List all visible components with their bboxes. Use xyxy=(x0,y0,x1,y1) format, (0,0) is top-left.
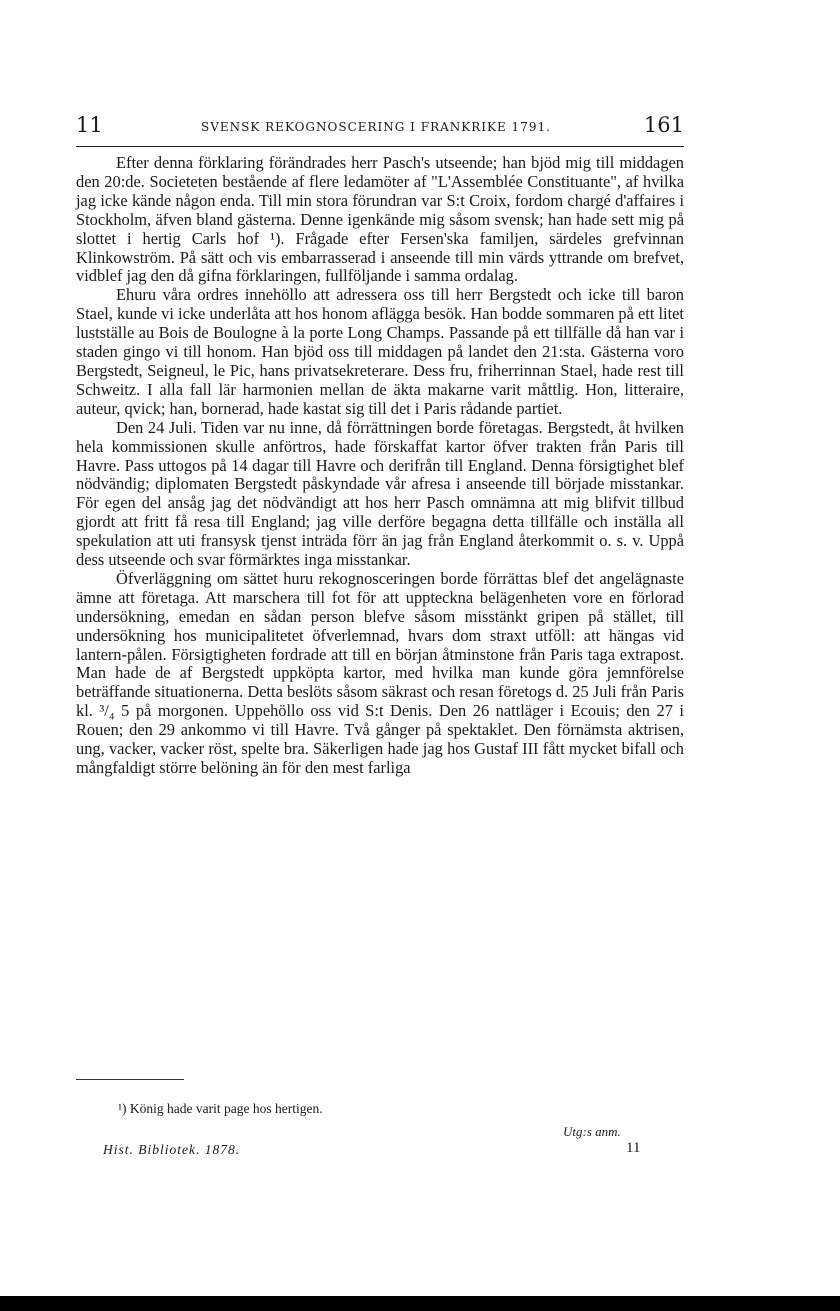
editor-note: Utg:s anm. xyxy=(563,1124,621,1139)
paragraph: Efter denna förklaring förändrades herr Pasch's utseende; han bjöd mig till middagen den 20:de. Societeten bestående af flere ledamöter af "L'Assemblée Constituante", af hvilka jag icke kände någon enda. Till min stora förundran var S:t Croix, fordom chargé d'affaires i Stockholm, äfven bland gästerna. Denne igenkände mig såsom svensk; han hade sett mig på slottet i hertig Carls hof ¹). Frågade efter Fersen'ska familjen, särdeles grefvinnan Klinkowström. På sätt och vis embarrasserad i anseende till min värds yttrande om brefvet, vidblef jag den då gifna förklaringen, fullföljande i samma ordalag. xyxy=(76,153,684,286)
paragraph: Den 24 Juli. Tiden var nu inne, då förrättningen borde företagas. Bergstedt, åt hvilken hela kommissionen skulle anförtros, hade förskaffat kartor öfver trakten från Paris till Havre. Pass uttogos på 14 dagar till Havre och derifrån till England. Denna försigtighet blef nödvändig; diplomaten Bergstedt påskyndade vår afresa i anseende till började misstankar. För egen del ansåg jag det nödvändigt att hos herr Pasch omnämna att mig blifvit tillbud gjordt att fritt få resa till England; jag ville derföre begagna detta tillfälle och inställa all spekulation att uti fransysk tjenst inträda förr än jag från England återkommit o. s. v. Uppå dess utseende och svar förmärktes inga misstankar. xyxy=(76,417,684,570)
signature-right: 11 xyxy=(626,1140,641,1156)
page-number: 161 xyxy=(643,113,684,137)
paragraph: Ehuru våra ordres innehöllo att adressera oss till herr Bergstedt och icke till baron Stael, kunde vi icke underlåta att hos honom aflägga besök. Han bodde sommaren på ett litet lustställe au Bois de Boulogne à la porte Long Champs. Passande på ett tillfälle då han var i staden gingo vi till honom. Han bjöd oss till middagen på landet den 21:sta. Gästerna voro Bergstedt, Seigneul, le Pic, hans privatsekreterare. Dess fru, friherrinnan Stael, hade rest till Schweitz. I alla fall lär harmonien mellan de äkta makarne varit måttlig. Hon, litteraire, auteur, qvick; han, bornerad, hade kastat sig till det i Paris rådande partiet. xyxy=(76,285,684,418)
footnote xyxy=(118,1101,323,1117)
footnote-marker: ¹) xyxy=(118,1101,127,1116)
body-text xyxy=(76,154,684,778)
header-rule xyxy=(76,146,684,147)
paragraph: Öfverläggning om sättet huru rekognosceringen borde förrättas blef det angelägnaste ämne att företaga. Att marschera till fot för att uppteckna belägenheten vore en förlorad undersökning, emedan en sådan person blefve såsom misstänkt gripen på stället, till undersökning hos municipalitetet öfverlemnad, hvars dom straxt utföll: att hängas vid lantern-pålen. Försigtigheten fordrade att till en början åtminstone från Paris taga extrapost. Man hade de af Bergstedt uppköpta kartor, med hvilka man kunde göra jemnförelse beträffande situationerna. Detta beslöts såsom säkrast och resan företogs d. 25 Juli från Paris kl. ³/₄ 5 på morgonen. Uppehöllo oss vid S:t Denis. Den 26 nattläger i Ecouis; den 27 i Rouen; den 29 ankommo vi till Havre. Två gånger på spektaklet. Den förnämsta aktrisen, ung, vacker, vacker röst, spelte bra. Säkerligen hade jag hos Gustaf III fått mycket bifall och mångfaldigt större belöning än för den mest farliga xyxy=(76,568,684,777)
scan-bottom-edge xyxy=(0,1296,840,1311)
footnote-text: König hade varit page hos hertigen. xyxy=(129,1101,323,1116)
running-header xyxy=(76,113,684,143)
running-title: SVENSK REKOGNOSCERING I FRANKRIKE 1791. xyxy=(201,120,551,134)
signature-left: Hist. Bibliotek. 1878. xyxy=(103,1142,241,1157)
header-left-number: 11 xyxy=(76,113,103,137)
footnote-rule xyxy=(76,1079,184,1080)
